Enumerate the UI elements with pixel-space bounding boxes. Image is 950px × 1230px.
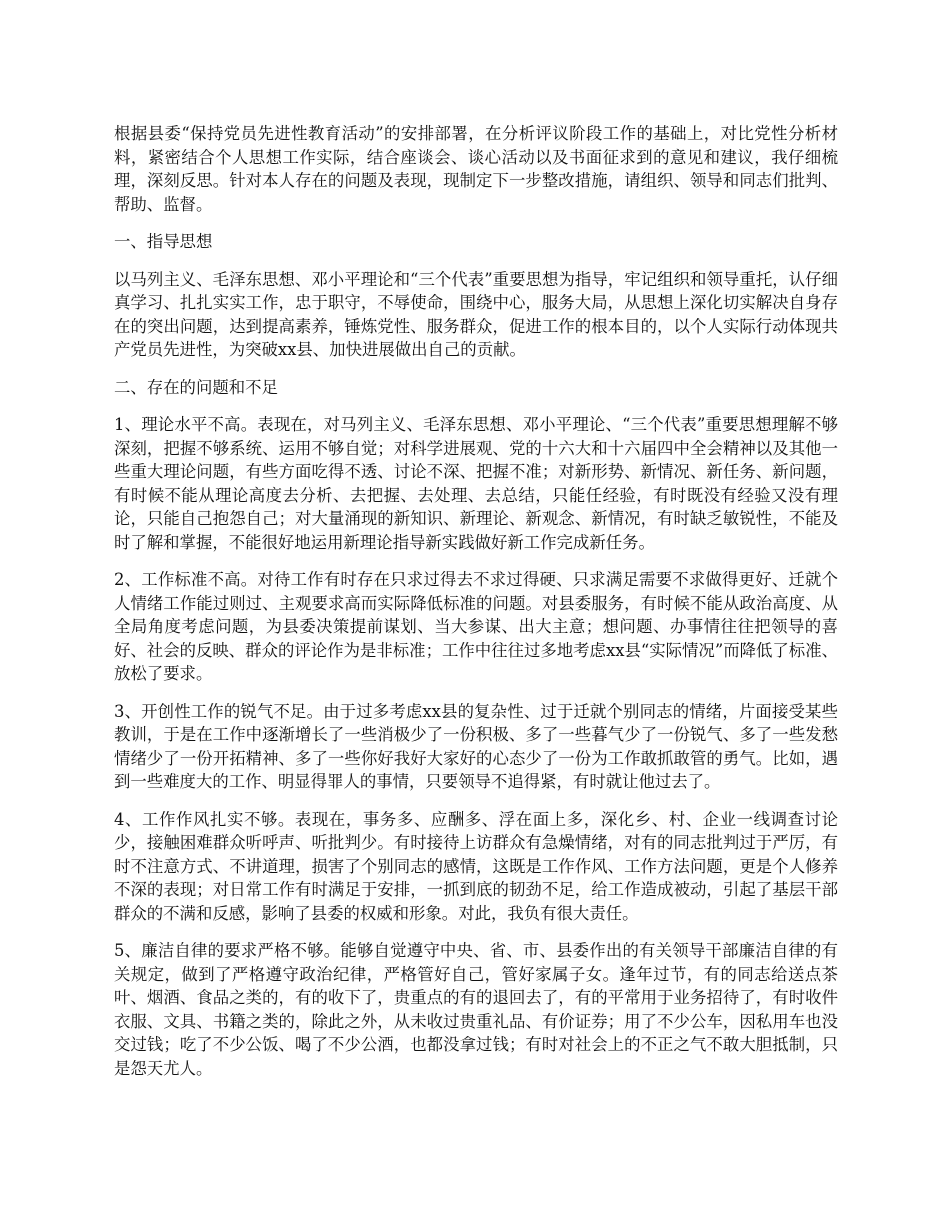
problem-item-1: 1、理论水平不高。表现在，对马列主义、毛泽东思想、邓小平理论、“三个代表”重要思想理解不够深刻，把握不够系统、运用不够自觉；对科学进展观、党的十六大和十六届四中全会精神以及其他一些重大理论问题，有些方面吃得不透、讨论不深、把握不准；对新形势、新情况、新任务、新问题，有时候不能从理论高度去分析、去把握、去处理、去总结，只能任经验，有时既没有经验又没有理论，只能自己抱怨自己；对大量涌现的新知识、新理论、新观念、新情况，有时缺乏敏锐性，不能及时了解和掌握，不能很好地运用新理论指导新实践做好新工作完成新任务。 <box>114 415 838 552</box>
problem-item-5: 5、廉洁自律的要求严格不够。能够自觉遵守中央、省、市、县委作出的有关领导干部廉洁自律的有关规定，做到了严格遵守政治纪律，严格管好自己，管好家属子女。逢年过节，有的同志给送点茶叶、烟酒、食品之类的，有的收下了，贵重点的有的退回去了，有的平常用于业务招待了，有时收件衣服、文具、书籍之类的，除此之外，从未收过贵重礼品、有价证券；用了不少公车，因私用车也没交过钱；吃了不少公饭、喝了不少公酒，也都没拿过钱；有时对社会上的不正之气不敢大胆抵制，只是怨天尤人。 <box>114 941 838 1078</box>
problem-item-3: 3、开创性工作的锐气不足。由于过多考虑xx县的复杂性、过于迁就个别同志的情绪，片面接受某些教训，于是在工作中逐渐增长了一些消极少了一份积极、多了一些暮气少了一份锐气、多了一些发愁情绪少了一份开拓精神、多了一些你好我好大家好的心态少了一份为工作敢抓敢管的勇气。比如，遇到一些难度大的工作、明显得罪人的事情，只要领导不追得紧，有时就让他过去了。 <box>114 701 838 791</box>
guiding-thought-paragraph: 以马列主义、毛泽东思想、邓小平理论和“三个代表”重要思想为指导，牢记组织和领导重托，认仔细真学习、扎扎实实工作，忠于职守，不辱使命，围绕中心，服务大局，从思想上深化切实解决自身存在的突出问题，达到提高素养，锤炼党性、服务群众，促进工作的根本目的，以个人实际行动体现共产党员先进性，为突破xx县、加快进展做出自己的贡献。 <box>114 269 838 359</box>
problem-item-2: 2、工作标准不高。对待工作有时存在只求过得去不求过得硬、只求满足需要不求做得更好、迁就个人情绪工作能过则过、主观要求高而实际降低标准的问题。对县委服务，有时候不能从政治高度、从全局角度考虑问题，为县委决策提前谋划、当大参谋、出大主意；想问题、办事情往往把领导的喜好、社会的反映、群众的评论作为是非标准；工作中往往过多地考虑xx县“实际情况”而降低了标准、放松了要求。 <box>114 570 838 683</box>
section-heading-problems: 二、存在的问题和不足 <box>114 377 278 397</box>
document-body <box>114 122 838 1094</box>
problem-item-4: 4、工作作风扎实不够。表现在，事务多、应酬多、浮在面上多，深化乡、村、企业一线调查讨论少，接触困难群众听呼声、听批判少。有时接待上访群众有急燥情绪，对有的同志批判过于严厉，有时不注意方式、不讲道理，损害了个别同志的感情，这既是工作作风、工作方法问题，更是个人修养不深的表现；对日常工作有时满足于安排，一抓到底的韧劲不足，给工作造成被动，引起了基层干部群众的不满和反感，影响了县委的权威和形象。对此，我负有很大责任。 <box>114 809 838 923</box>
section-heading-guiding-thought: 一、指导思想 <box>114 232 213 251</box>
intro-paragraph: 根据县委“保持党员先进性教育活动”的安排部署，在分析评议阶段工作的基础上，对比党性分析材料，紧密结合个人思想工作实际，结合座谈会、谈心活动以及书面征求到的意见和建议，我仔细梳理，深刻反思。针对本人存在的问题及表现，现制定下一步整改措施，请组织、领导和同志们批判、帮助、监督。 <box>114 124 838 214</box>
